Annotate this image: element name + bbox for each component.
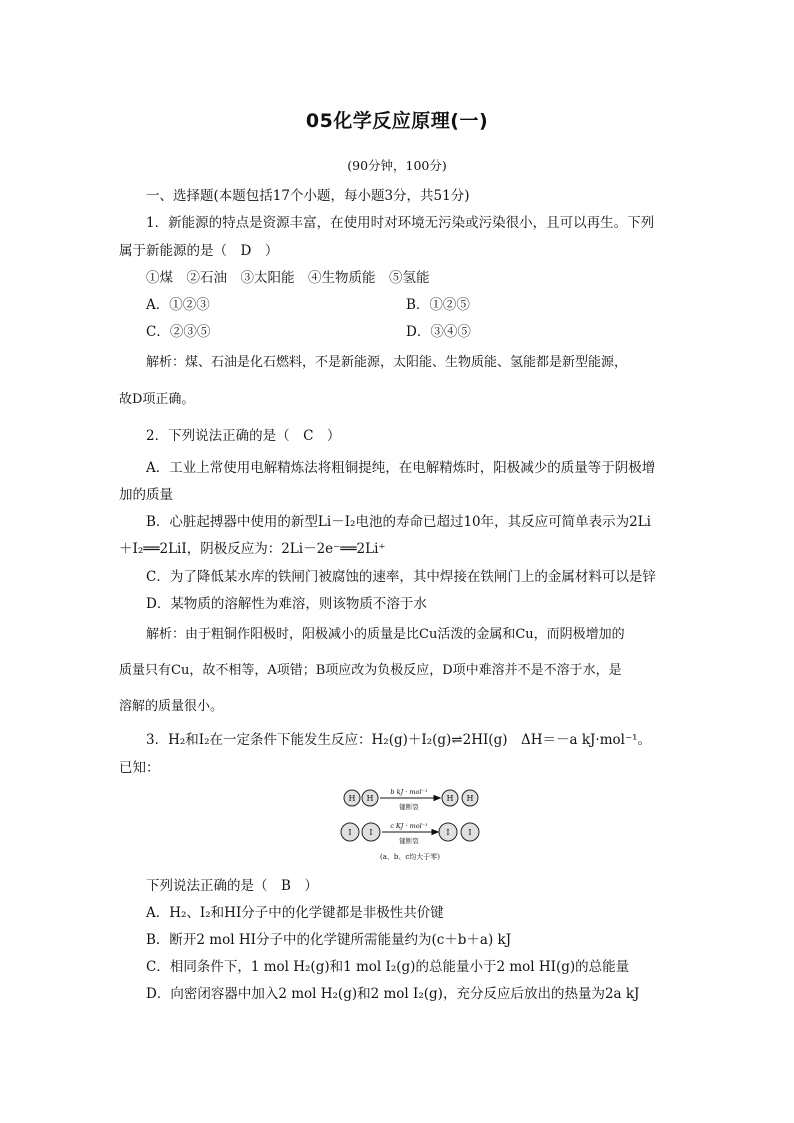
- q3-option-c: C．相同条件下，1 mol H₂(g)和1 mol I₂(g)的总能量小于2 mol HI(g)的总能量: [146, 959, 630, 975]
- page-title: 05化学反应原理(一): [305, 110, 489, 132]
- q2-analysis-line3: 溶解的质量很小。: [119, 699, 224, 714]
- analysis-label: 解析：: [146, 627, 186, 642]
- section-heading: 一、选择题(本题包括17个小题，每小题3分，共51分): [146, 188, 470, 204]
- q2-option-a-line2: 加的质量: [119, 487, 173, 503]
- q1-option-c: C．②③⑤: [146, 324, 211, 340]
- analysis-label: 解析：: [146, 355, 186, 370]
- q1-analysis-line2: 故D项正确。: [119, 392, 195, 407]
- analysis-text: 由于粗铜作阳极时，阳极减小的质量是比Cu活泼的金属和Cu，而阴极增加的: [185, 627, 625, 642]
- q2-option-a-line1: A．工业上常使用电解精炼法将粗铜提纯，在电解精炼时，阳极减少的质量等于阴极增: [146, 460, 656, 476]
- atom-label: H: [446, 794, 454, 803]
- analysis-text: 煤、石油是化石燃料，不是新能源，太阳能、生物质能、氢能都是新型能源，: [185, 355, 628, 370]
- q3-option-b: B．断开2 mol HI分子中的化学键所需能量约为(c＋b＋a) kJ: [146, 932, 512, 948]
- q2-analysis-line1: [146, 625, 625, 645]
- q3-option-d: D．向密闭容器中加入2 mol H₂(g)和2 mol I₂(g)，充分反应后放出的热量为2a kJ: [146, 986, 640, 1002]
- atom-label: I: [369, 828, 373, 837]
- q3-option-a: A．H₂、I₂和HI分子中的化学键都是非极性共价键: [146, 905, 444, 921]
- q3-prompt: 下列说法正确的是（ B ）: [146, 878, 318, 894]
- bond-energy-diagram: [340, 786, 500, 866]
- break-label-top: 键断裂: [399, 803, 419, 811]
- q1-option-b: B．①②⑤: [406, 297, 470, 313]
- q2-option-d: D．某物质的溶解性为难溶，则该物质不溶于水: [146, 596, 427, 612]
- energy-label-bottom: c KJ · mol⁻¹: [390, 822, 428, 830]
- break-label-bottom: 键断裂: [399, 837, 419, 845]
- q1-stem-line1: 1．新能源的特点是资源丰富，在使用时对环境无污染或污染很小，且可以再生。下列: [146, 215, 655, 231]
- exam-info: (90分钟，100分): [347, 158, 447, 173]
- q3-known: 已知：: [119, 760, 160, 776]
- q2-option-b-line1: B．心脏起搏器中使用的新型Li－I₂电池的寿命已超过10年，其反应可简单表示为2Li: [146, 514, 651, 530]
- q2-option-c: C．为了降低某水库的铁闸门被腐蚀的速率，其中焊接在铁闸门上的金属材料可以是锌: [146, 569, 656, 585]
- atom-label: H: [348, 794, 356, 803]
- q1-option-d: D．③④⑤: [406, 324, 471, 340]
- atom-label: I: [348, 828, 352, 837]
- arrow-head: [434, 796, 440, 801]
- arrow-head: [432, 830, 438, 835]
- q2-stem: 2．下列说法正确的是（ C ）: [146, 428, 341, 444]
- diagram-note: (a、b、c均大于零): [379, 853, 441, 861]
- q2-analysis-line2: 质量只有Cu，故不相等，A项错；B项应改为负极反应，D项中难溶并不是不溶于水，是: [119, 663, 622, 678]
- atom-label: H: [466, 794, 474, 803]
- q2-option-b-line2: ＋I₂══2LiI，阴极反应为：2Li－2e⁻══2Li⁺: [119, 541, 386, 557]
- atom-label: H: [366, 794, 374, 803]
- q1-items: ①煤 ②石油 ③太阳能 ④生物质能 ⑤氢能: [146, 270, 430, 286]
- q1-stem-line2: 属于新能源的是（ D ）: [119, 243, 279, 259]
- atom-label: I: [468, 828, 472, 837]
- q1-analysis-line1: [146, 353, 627, 373]
- atom-label: I: [446, 828, 450, 837]
- energy-label-top: b kJ · mol⁻¹: [390, 788, 428, 796]
- q3-stem: 3．H₂和I₂在一定条件下能发生反应：H₂(g)＋I₂(g)⇌2HI(g) ΔH＝－a kJ·mol⁻¹。: [146, 732, 652, 748]
- q1-option-a: A．①②③: [146, 297, 210, 313]
